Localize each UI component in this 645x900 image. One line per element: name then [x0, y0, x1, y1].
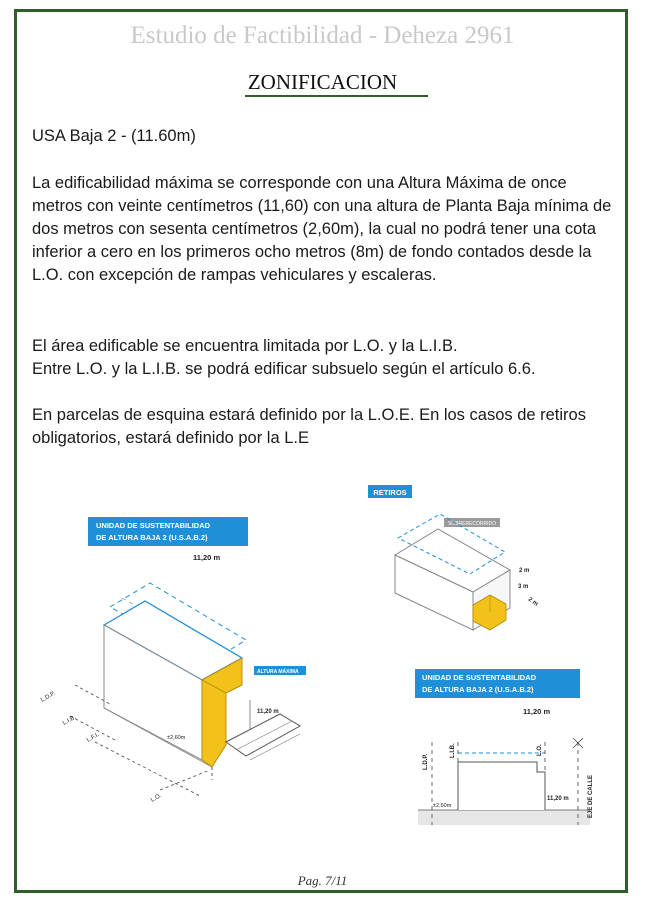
left-pb-height-label: ±2,60m — [167, 735, 186, 741]
section-title-underline — [245, 95, 428, 97]
section-title: ZONIFICACION — [247, 70, 398, 94]
paragraph-edificabilidad: La edificabilidad máxima se corresponde con una Altura Máxima de once metros con veinte centímetros (11,60) con una altura de Planta Baja mínima de dos metros con sesenta centímetros (2,60m), la cual no podrá tener una cota inferior a cero en los primeros ocho metros (8m) de fondo contados desde la L.O. con excepción de rampas vehiculares y escaleras. — [32, 174, 612, 284]
retiros-diagram — [368, 485, 539, 630]
right-eje-label: EJE DE CALLE — [588, 774, 594, 818]
right-lib-label: L.I.B. — [450, 743, 456, 758]
left-side-height-label: 11,20 m — [257, 709, 279, 715]
right-title-line-2: DE ALTURA BAJA 2 (U.S.A.B.2) — [422, 685, 534, 694]
left-lo-label: L.O. — [150, 792, 163, 804]
area-edificable-line-1: El área edificable se encuentra limitada por L.O. y la L.I.B. — [32, 337, 458, 355]
left-lo-line — [160, 770, 210, 790]
document-title: Estudio de Factibilidad - Deheza 2961 — [130, 22, 515, 49]
right-ldp-label: L.D.P. — [423, 753, 429, 770]
right-lo-label: L.O. — [537, 744, 543, 756]
retiros-dim-2: 3 m — [518, 584, 529, 590]
right-section-diagram — [415, 669, 594, 825]
right-title-line-1: UNIDAD DE SUSTENTABILIDAD — [422, 673, 537, 682]
left-ldp-label: L.D.P. — [40, 690, 57, 704]
altura-maxima-tag: ALTURA MÁXIMA — [257, 669, 299, 675]
sobrerecorrido-tag: SOBRERECORRIDO — [447, 521, 497, 527]
left-lib-label: L.I.B. — [62, 714, 78, 727]
right-height-value: 11,20 m — [523, 707, 551, 716]
zoning-diagrams — [0, 480, 645, 850]
left-isometric-diagram — [40, 517, 306, 804]
left-lfi-label: L.F.I. — [86, 732, 101, 744]
retiros-dim-1: 2 m — [519, 568, 530, 574]
right-ground — [418, 810, 590, 825]
paragraph-area-edificable — [32, 335, 617, 381]
area-edificable-line-2: Entre L.O. y la L.I.B. se podrá edificar subsuelo según el artículo 6.6. — [32, 360, 536, 378]
zone-heading: USA Baja 2 - (11.60m) — [32, 127, 196, 145]
right-height-dim-label: 11,20 m — [547, 796, 569, 802]
left-title-line-1: UNIDAD DE SUSTENTABILIDAD — [96, 521, 211, 530]
retiros-dim-3: 2 m — [526, 596, 539, 608]
page-number: Pag. 7/11 — [297, 873, 348, 888]
left-title-line-2: DE ALTURA BAJA 2 (U.S.A.B.2) — [96, 533, 208, 542]
retiros-tag: RETIROS — [373, 488, 407, 497]
zoning-diagram-svg — [0, 480, 645, 850]
left-height-value: 11,20 m — [193, 553, 221, 562]
right-section-outline — [458, 762, 545, 810]
paragraph-esquina: En parcelas de esquina estará definido por la L.O.E. En los casos de retiros obligatorios, estará definido por la L.E — [32, 406, 586, 447]
right-pb-label: ±2,60m — [433, 803, 452, 809]
